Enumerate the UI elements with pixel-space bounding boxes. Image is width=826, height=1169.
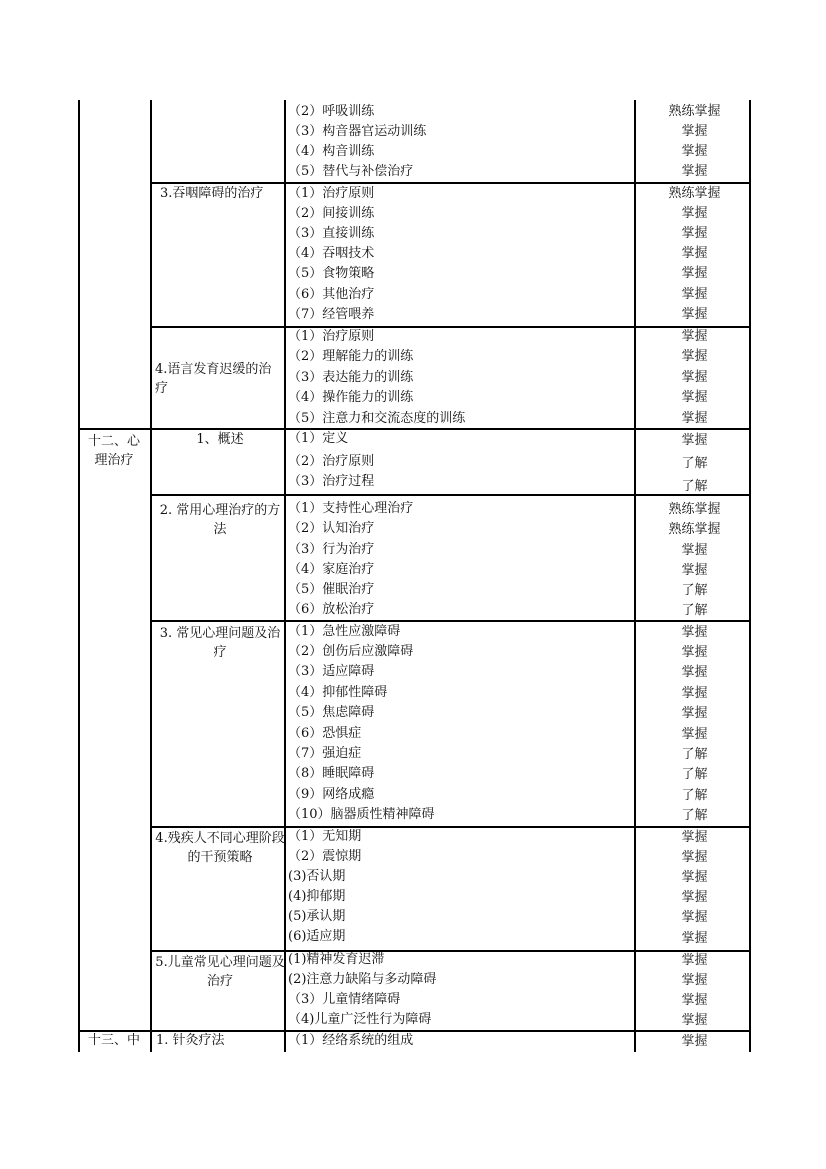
item-text: （4)儿童广泛性行为障碍 (288, 1012, 432, 1027)
item-text: （5）催眠治疗 (288, 582, 375, 597)
grid-line (150, 620, 751, 622)
item-level: 掌握 (681, 910, 708, 925)
item-level: 掌握 (681, 124, 708, 139)
item-text: （2）间接训练 (288, 206, 375, 221)
item-level: 熟练掌握 (668, 502, 721, 517)
item-text: （3）儿童情绪障碍 (288, 992, 401, 1007)
item-level: 掌握 (681, 870, 708, 885)
item-level: 了解 (681, 456, 708, 471)
item-level: 掌握 (681, 686, 708, 701)
item-text: （6）其他治疗 (288, 287, 375, 302)
topic-title: 4.残疾人不同心理阶段的干预策略 (155, 831, 285, 865)
grid-line (150, 326, 751, 328)
item-level: 掌握 (681, 953, 708, 968)
item-text: （3）构音器官运动训练 (288, 124, 427, 139)
grid-line (284, 100, 286, 1052)
item-text: (4)抑郁期 (288, 889, 346, 904)
item-level: 了解 (681, 479, 708, 494)
item-text: （1）定义 (288, 431, 349, 446)
item-text: （2）震惊期 (288, 849, 362, 864)
topic-title: 1、概述 (196, 432, 244, 447)
item-level: 掌握 (681, 144, 708, 159)
item-level: 掌握 (681, 433, 708, 448)
item-text: (6)适应期 (288, 929, 346, 944)
item-text: （6）恐惧症 (288, 726, 362, 741)
item-level: 掌握 (681, 411, 708, 426)
chapter-title: 十三、中 (87, 1033, 140, 1048)
item-text: （2）创伤后应激障碍 (288, 644, 414, 659)
item-text: （7）经管喂养 (288, 307, 375, 322)
item-text: （5）替代与补偿治疗 (288, 164, 414, 179)
item-text: （4）吞咽技术 (288, 246, 375, 261)
item-level: 掌握 (681, 645, 708, 660)
item-level: 了解 (681, 808, 708, 823)
item-text: （2）治疗原则 (288, 454, 375, 469)
item-level: 了解 (681, 603, 708, 618)
item-level: 掌握 (681, 246, 708, 261)
item-text: （1）治疗原则 (288, 329, 375, 344)
item-level: 掌握 (681, 390, 708, 405)
item-text: （7）强迫症 (288, 746, 362, 761)
item-text: (5)承认期 (288, 909, 346, 924)
item-text: (3)否认期 (288, 869, 346, 884)
item-text: (2)注意力缺陷与多动障碍 (288, 972, 437, 987)
item-text: （1）治疗原则 (288, 186, 375, 201)
topic-title: 5.儿童常见心理问题及治疗 (155, 955, 285, 989)
item-level: 掌握 (681, 543, 708, 558)
item-level: 熟练掌握 (668, 186, 721, 201)
item-level: 掌握 (681, 329, 708, 344)
item-level: 了解 (681, 583, 708, 598)
item-text: （2）理解能力的训练 (288, 349, 414, 364)
grid-line (78, 1030, 751, 1032)
item-level: 了解 (681, 788, 708, 803)
chapter-title: 十二、心理治疗 (87, 434, 140, 468)
item-level: 掌握 (681, 370, 708, 385)
item-text: （3）治疗过程 (288, 474, 375, 489)
item-level: 掌握 (681, 1013, 708, 1028)
item-text: （3）适应障碍 (288, 664, 375, 679)
syllabus-table (78, 100, 751, 1052)
topic-title: 4.语言发育迟缓的治疗 (155, 362, 272, 396)
item-text: （4）家庭治疗 (288, 562, 375, 577)
item-level: 掌握 (681, 226, 708, 241)
item-text: (1)精神发育迟滞 (288, 952, 385, 967)
item-level: 掌握 (681, 164, 708, 179)
grid-line (78, 100, 80, 1052)
item-text: （5）食物策略 (288, 266, 375, 281)
topic-title: 2. 常用心理治疗的方法 (159, 503, 281, 537)
item-level: 掌握 (681, 287, 708, 302)
item-text: （1）急性应激障碍 (288, 624, 401, 639)
item-text: （5）焦虑障碍 (288, 705, 375, 720)
item-text: （1）无知期 (288, 829, 362, 844)
item-level: 掌握 (681, 993, 708, 1008)
item-text: （10）脑器质性精神障碍 (288, 807, 435, 822)
item-text: （2）呼吸训练 (288, 104, 375, 119)
item-level: 掌握 (681, 850, 708, 865)
item-text: （5）注意力和交流态度的训练 (288, 411, 466, 426)
item-text: （4）操作能力的训练 (288, 390, 414, 405)
item-level: 了解 (681, 747, 708, 762)
item-level: 掌握 (681, 727, 708, 742)
item-level: 掌握 (681, 931, 708, 946)
item-level: 掌握 (681, 665, 708, 680)
item-text: （3）表达能力的训练 (288, 370, 414, 385)
topic-title: 1. 针灸疗法 (156, 1033, 225, 1048)
item-text: （4）构音训练 (288, 144, 375, 159)
grid-line (78, 428, 751, 430)
item-text: （9）网络成瘾 (288, 787, 375, 802)
item-level: 掌握 (681, 706, 708, 721)
item-level: 掌握 (681, 266, 708, 281)
item-text: （1）经络系统的组成 (288, 1033, 414, 1048)
item-text: （2）认知治疗 (288, 521, 375, 536)
item-level: 了解 (681, 767, 708, 782)
topic-title: 3.吞咽障碍的治疗 (160, 186, 264, 201)
item-level: 掌握 (681, 830, 708, 845)
item-level: 掌握 (681, 890, 708, 905)
item-level: 掌握 (681, 973, 708, 988)
item-level: 掌握 (681, 563, 708, 578)
grid-line (150, 182, 751, 184)
item-level: 掌握 (681, 349, 708, 364)
item-text: （3）直接训练 (288, 226, 375, 241)
topic-title: 3. 常见心理问题及治疗 (159, 626, 281, 660)
grid-line (150, 826, 751, 828)
item-level: 掌握 (681, 307, 708, 322)
item-text: （3）行为治疗 (288, 542, 375, 557)
item-text: （6）放松治疗 (288, 602, 375, 617)
item-level: 熟练掌握 (668, 104, 721, 119)
item-text: （4）抑郁性障碍 (288, 685, 388, 700)
item-text: （8）睡眠障碍 (288, 766, 375, 781)
item-level: 熟练掌握 (668, 522, 721, 537)
item-level: 掌握 (681, 206, 708, 221)
item-level: 掌握 (681, 1034, 708, 1049)
grid-line (150, 100, 152, 1052)
item-level: 掌握 (681, 625, 708, 640)
item-text: （1）支持性心理治疗 (288, 501, 414, 516)
